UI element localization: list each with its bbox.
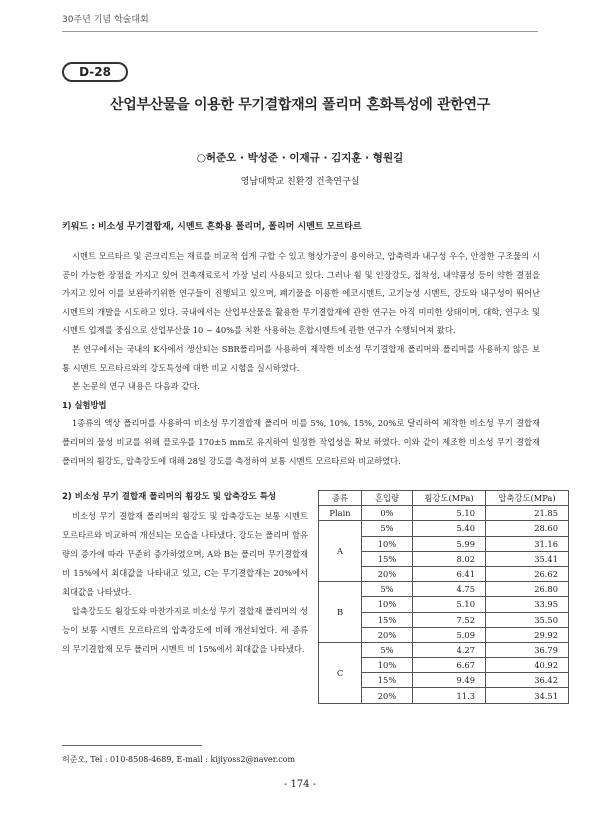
ratio-cell: 5% (362, 582, 413, 597)
footnote-rule (62, 745, 202, 746)
type-cell: B (319, 582, 362, 643)
flex-cell: 5.10 (413, 506, 486, 521)
flex-cell: 7.52 (413, 612, 486, 627)
type-cell: C (319, 642, 362, 703)
conference-header: 30주년 기념 학술대회 (62, 15, 149, 25)
comp-cell: 36.42 (486, 673, 569, 688)
footnote-contact: 허준오, Tel : 010-8508-4689, E-mail : kijiyoss2@naver.com (62, 755, 296, 764)
table-row (319, 506, 569, 521)
comp-cell: 35.50 (486, 612, 569, 627)
paper-code-badge: D-28 (62, 62, 128, 82)
table-row (319, 582, 569, 597)
flex-cell: 8.02 (413, 551, 486, 566)
ratio-cell: 10% (362, 597, 413, 612)
section-2-title: 2) 비소성 무기 결합재 폴리머의 휨강도 및 압축강도 특성 (62, 492, 277, 502)
page-number: - 174 - (283, 779, 317, 790)
comp-cell: 26.62 (486, 566, 569, 581)
section-2-text-1: 비소성 무기 결합재 폴리머의 휨강도 및 압축강도는 보통 시멘트 모르타르와 비교하여 개선되는 모습을 나타냈다. 강도는 폴리머 함유량의 증가에 따라 꾸준히 증가하였으며, A와 B는 폴리머 무기결합재 비 15%에서 최대값을 나타내고 있고, C는 무기결합재는 20%에서 최대값을 나타냈다. (62, 511, 308, 597)
comp-cell: 34.51 (486, 688, 569, 703)
flex-cell: 6.67 (413, 658, 486, 673)
ratio-cell: 20% (362, 566, 413, 581)
ratio-cell: 20% (362, 688, 413, 703)
paper-keywords: 키워드 : 비소성 무기결합재, 시멘트 혼화용 폴리머, 폴리머 시멘트 모르타르 (62, 222, 362, 232)
table-row (319, 521, 569, 536)
comp-cell: 29.92 (486, 627, 569, 642)
flex-cell: 4.75 (413, 582, 486, 597)
comp-cell: 31.16 (486, 536, 569, 551)
ratio-cell: 5% (362, 521, 413, 536)
table-header-row (319, 491, 569, 506)
ratio-cell: 10% (362, 658, 413, 673)
flex-cell: 11.3 (413, 688, 486, 703)
paragraph-purpose: 본 연구에서는 국내의 K사에서 생산되는 SBR폴리머를 사용하여 제작한 비소성 무기결합재 폴리머와 폴리머를 사용하지 않은 보통 시멘트 모르타르와의 강도특성에 대한 비교 시험을 실시하였다. (62, 343, 540, 373)
paper-affiliation: 영남대학교 친환경 건축연구실 (240, 177, 360, 187)
flex-cell: 5.09 (413, 627, 486, 642)
col-flex: 휨강도(MPa) (413, 491, 486, 506)
type-cell: A (319, 521, 362, 582)
ratio-cell: 20% (362, 627, 413, 642)
ratio-cell: 5% (362, 642, 413, 657)
flex-cell: 5.99 (413, 536, 486, 551)
flex-cell: 5.10 (413, 597, 486, 612)
comp-cell: 35.41 (486, 551, 569, 566)
ratio-cell: 10% (362, 536, 413, 551)
ratio-cell: 15% (362, 673, 413, 688)
body-text (62, 247, 540, 470)
comp-cell: 33.95 (486, 597, 569, 612)
col-type: 종류 (319, 491, 362, 506)
flex-cell: 5.40 (413, 521, 486, 536)
header-rule (62, 31, 538, 32)
section-1-title: 1) 실험방법 (62, 399, 107, 410)
col-comp: 압축강도(MPa) (486, 491, 569, 506)
flex-cell: 6.41 (413, 566, 486, 581)
paper-title: 산업부산물을 이용한 무기결합재의 폴리머 혼화특성에 관한연구 (110, 97, 490, 113)
table-row (319, 642, 569, 657)
results-table (318, 490, 569, 704)
paragraph-outline: 본 논문의 연구 내용은 다음과 같다. (71, 381, 200, 392)
comp-cell: 40.92 (486, 658, 569, 673)
paper-authors: ○허준오 · 박성준 · 이재규 · 김지훈 · 형원길 (196, 152, 404, 164)
type-cell: Plain (319, 506, 362, 521)
ratio-cell: 15% (362, 612, 413, 627)
comp-cell: 26.80 (486, 582, 569, 597)
comp-cell: 21.85 (486, 506, 569, 521)
comp-cell: 28.60 (486, 521, 569, 536)
section-2 (62, 488, 308, 659)
ratio-cell: 15% (362, 551, 413, 566)
col-ratio: 혼입량 (362, 491, 413, 506)
ratio-cell: 0% (362, 506, 413, 521)
section-2-text-2: 압축강도도 휨강도와 마찬가지로 비소성 무기 결합재 폴리머의 성능이 보통 시멘트 모르타르의 압축강도에 비해 개선되었다. 세 종류의 무기결합재 모두 폴리머 시멘트 비 15%에서 최대값을 나타냈다. (62, 606, 308, 654)
flex-cell: 9.49 (413, 673, 486, 688)
comp-cell: 36.79 (486, 642, 569, 657)
paragraph-intro: 시멘트 모르타르 및 콘크리트는 재료를 비교적 쉽게 구할 수 있고 형상가공이 용이하고, 압축력과 내구성 우수, 안정한 구조물의 시공이 가능한 장점을 가지고 있어 건축재료로서 가장 널리 사용되고 있다. 그러나 휨 및 인장강도, 접착성, 내약품성 등이 약한 결점을 가지고 있어 이를 보완하기위한 연구들이 진행되고 있으며, 폐기물을 이용한 에코시멘트, 고기능성 시멘트, 강도와 내구성이 뛰어난 시멘트의 개발을 시도하고 있다. 국내에서는 산업부산물을 활용한 무기결합재에 관한 연구는 아직 미미한 상태이며, 대학, 연구소 및 시멘트 업계를 중심으로 산업부산물 10 ~ 40%를 치환 사용하는 혼합시멘트에 관한 연구가 수행되어져 왔다. (62, 251, 540, 336)
section-1-text: 1종류의 액상 폴리머를 사용하여 비소성 무기결합재 폴리머 비를 5%, 10%, 15%, 20%로 달리하여 제작한 비소성 무기 결합재 폴리머의 물성 비교를 위해 플로우를 170±5 mm로 유지하여 일정한 작업성을 확보 하였다. 이와 같이 제조한 비소성 무기 결합재 폴리머의 휨강도, 압축강도에 대해 28일 강도를 측정하여 보통 시멘트 모르타르와 비교하였다. (62, 418, 540, 466)
flex-cell: 4.27 (413, 642, 486, 657)
